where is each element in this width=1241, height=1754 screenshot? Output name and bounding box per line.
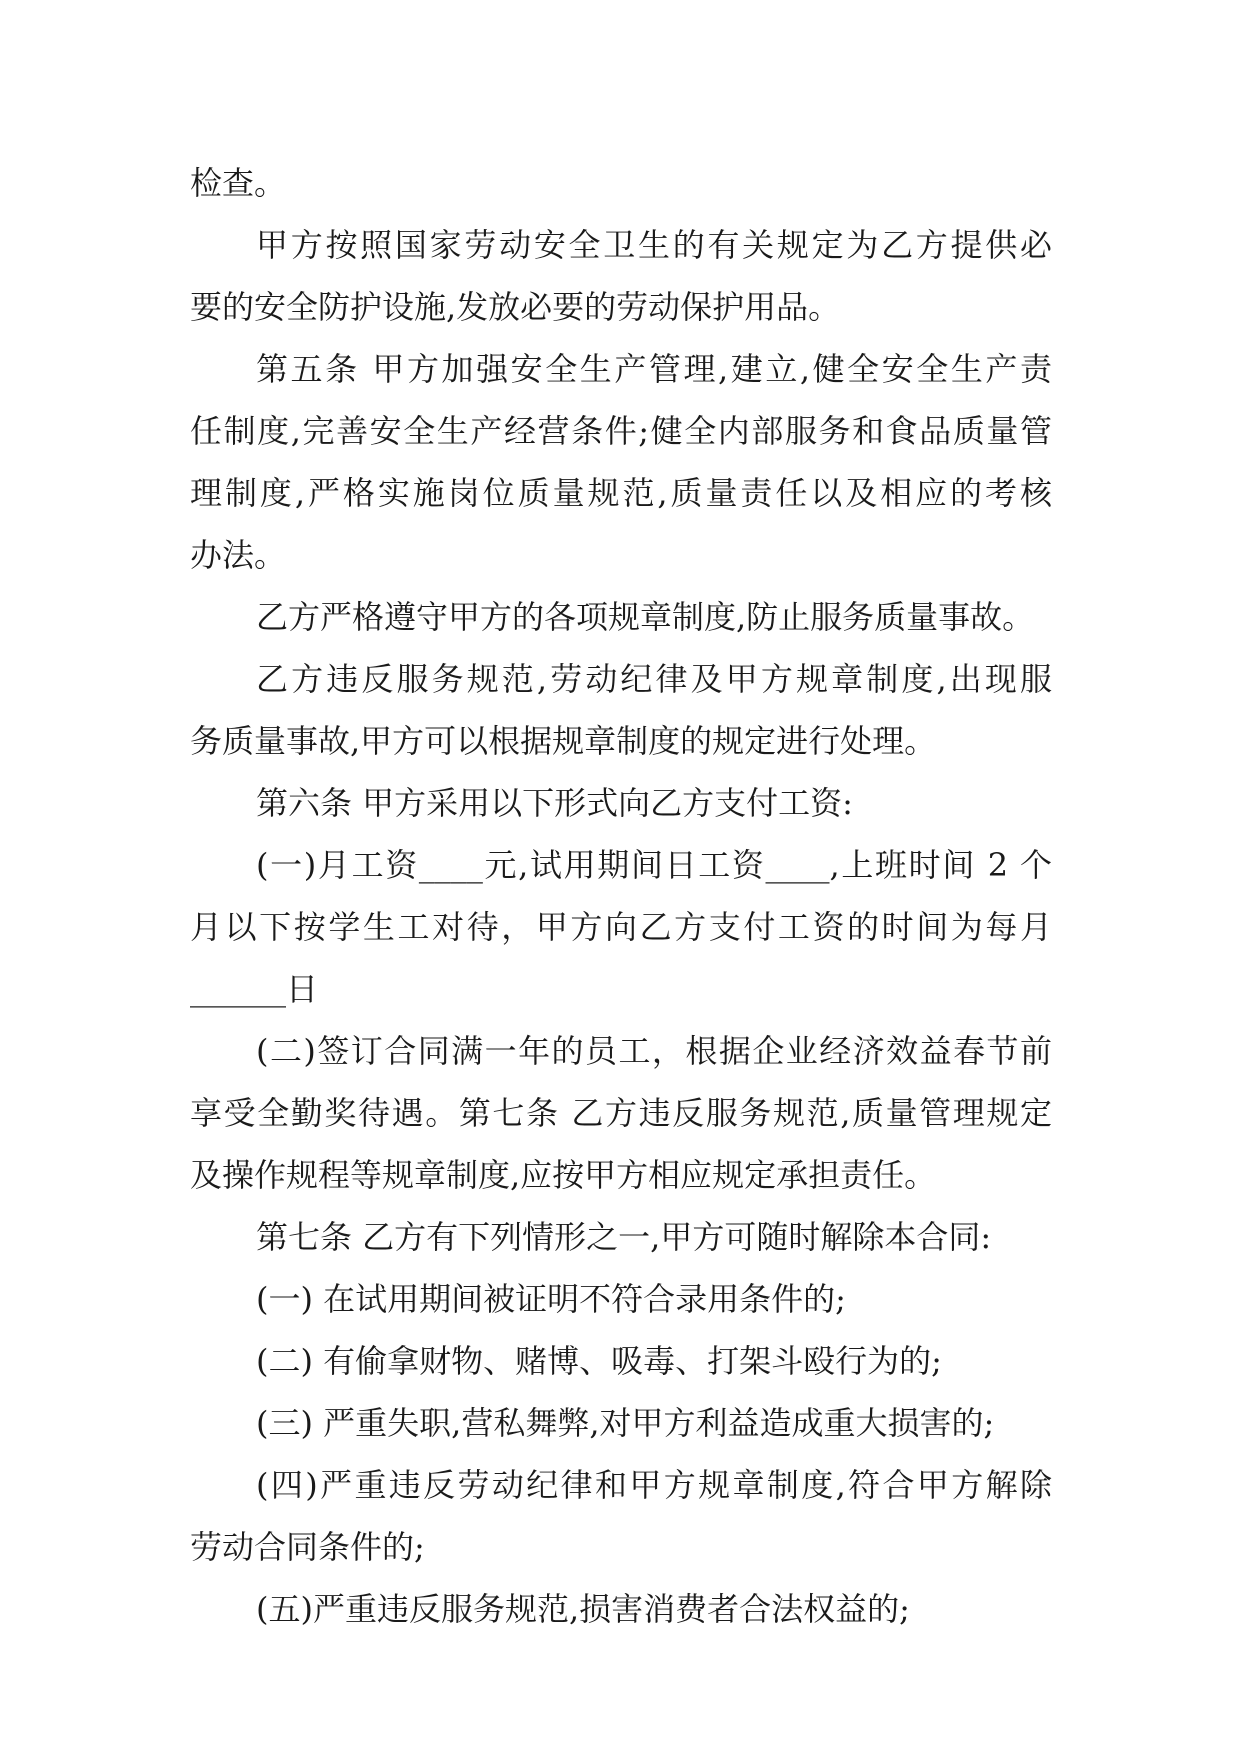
text-line: (四)严重违反劳动纪律和甲方规章制度,符合甲方解除 [256,1466,1052,1504]
text-line: 理制度,严格实施岗位质量规范,质量责任以及相应的考核 [190,474,1052,512]
text-line: 第六条 甲方采用以下形式向乙方支付工资: [256,784,853,822]
text-line: 第五条 甲方加强安全生产管理,建立,健全安全生产责 [256,350,1052,388]
text-line: 甲方按照国家劳动安全卫生的有关规定为乙方提供必 [256,226,1052,264]
text-line: 劳动合同条件的; [190,1528,425,1566]
text-line: (三) 严重失职,营私舞弊,对甲方利益造成重大损害的; [256,1404,995,1442]
text-line: 第七条 乙方有下列情形之一,甲方可随时解除本合同: [256,1218,992,1256]
text-line: 任制度,完善安全生产经营条件;健全内部服务和食品质量管 [190,412,1052,450]
text-line: (二) 有偷拿财物、赌博、吸毒、打架斗殴行为的; [256,1342,942,1380]
text-line: 务质量事故,甲方可以根据规章制度的规定进行处理。 [190,722,937,760]
text-line: 要的安全防护设施,发放必要的劳动保护用品。 [190,288,841,326]
text-line: (二)签订合同满一年的员工，根据企业经济效益春节前 [256,1032,1052,1070]
text-line: 享受全勤奖待遇。第七条 乙方违反服务规范,质量管理规定 [190,1094,1052,1132]
text-line: 及操作规程等规章制度,应按甲方相应规定承担责任。 [190,1156,937,1194]
text-line: 月以下按学生工对待，甲方向乙方支付工资的时间为每月 [190,908,1052,946]
text-line: 检查。 [190,164,287,202]
text-line: 乙方严格遵守甲方的各项规章制度,防止服务质量事故。 [256,598,1035,636]
document-body [190,152,1052,1640]
text-line: (一)月工资____元,试用期间日工资____,上班时间 2 个 [256,846,1052,884]
text-line: (五)严重违反服务规范,损害消费者合法权益的; [256,1590,910,1628]
text-line: 办法。 [190,536,287,574]
text-line: (一) 在试用期间被证明不符合录用条件的; [256,1280,846,1318]
text-line: ______日 [190,970,319,1008]
text-line: 乙方违反服务规范,劳动纪律及甲方规章制度,出现服 [256,660,1052,698]
